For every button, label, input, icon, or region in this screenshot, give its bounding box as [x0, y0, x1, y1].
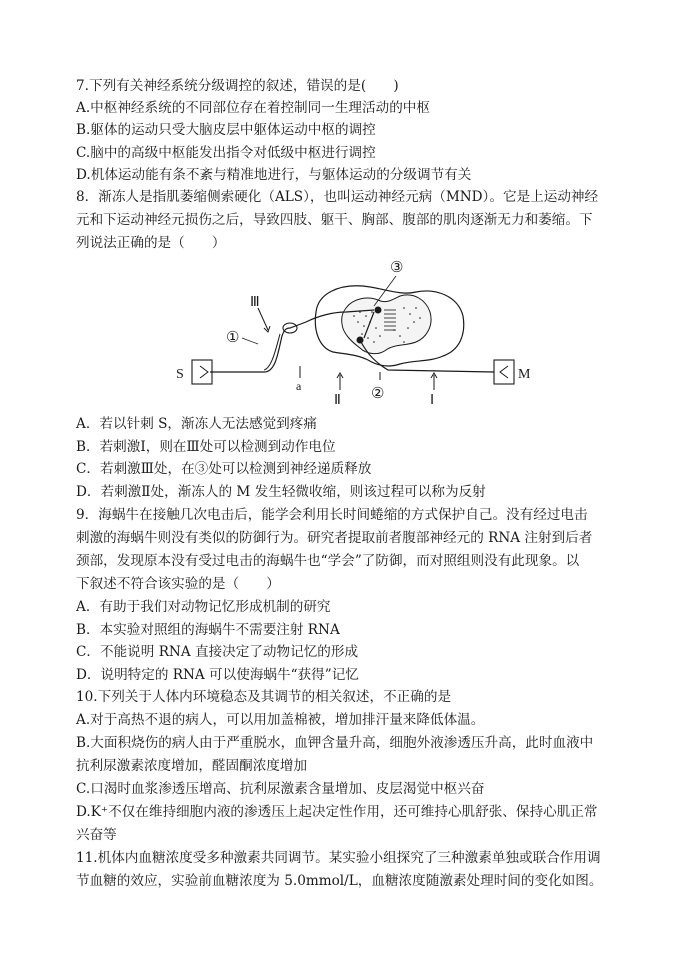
q9-stem-line-4: 下叙述不符合该实验的是（ ） [76, 576, 280, 592]
q10-stem: 10.下列关于人体内环境稳态及其调节的相关叙述，不正确的是 [76, 689, 452, 705]
stimulus-III-arrow [258, 308, 268, 330]
q10-option-a: A.对于高热不退的病人，可以用加盖棉被，增加排汗量来降低体温。 [76, 712, 485, 728]
effector-ending [500, 366, 508, 378]
label-III: Ⅲ [250, 295, 260, 310]
q7-option-d: D.机体运动能有条不紊与精准地进行，与躯体运动的分级调节有关 [76, 167, 472, 183]
q9-option-b: B．本实验对照组的海蜗牛不需要注射 RNA [76, 622, 340, 638]
q10-option-b-line-2: 抗利尿激素浓度增加，醛固酮浓度增加 [76, 758, 308, 774]
q8-option-b: B．若刺激Ⅰ，则在Ⅲ处可以检测到动作电位 [76, 439, 336, 455]
q11-stem-line-1: 11.机体内血糖浓度受多种激素共同调节。某实验小组探究了三种激素单独或联合作用调 [76, 850, 601, 866]
q10-option-d-line-2: 兴奋等 [76, 827, 117, 843]
sensory-nerve-inner [264, 334, 280, 370]
q9-option-a: A．有助于我们对动物记忆形成机制的研究 [76, 599, 331, 615]
q9-stem-line-2: 刺激的海蜗牛则没有类似的防御行为。研究者提取前者腹部神经元的 RNA 注射到后者 [76, 530, 593, 546]
label-2: ② [371, 386, 385, 402]
label-1: ① [226, 330, 240, 346]
q8-stem-line-1: 8．渐冻人是指肌萎缩侧索硬化（ALS），也叫运动神经元病（MND）。它是上运动神经 [76, 189, 599, 205]
q10-option-d-line-1: D.K⁺不仅在维持细胞内液的渗透压上起决定性作用，还可维持心肌舒张、保持心肌正常 [76, 804, 598, 820]
q9-option-c: C．不能说明 RNA 直接决定了动物记忆的形成 [76, 644, 359, 660]
q7-option-c: C.脑中的高级中枢能发出指令对低级中枢进行调控 [76, 145, 376, 161]
q10-option-c: C.口渴时血浆渗透压增高、抗利尿激素含量增加、皮层渴觉中枢兴奋 [76, 781, 485, 797]
q7-option-b: B.躯体的运动只受大脑皮层中躯体运动中枢的调控 [76, 122, 376, 138]
label-S: S [176, 367, 184, 382]
q11-stem-line-2: 节血糖的效应，实验前血糖浓度为 5.0mmol/L，血糖浓度随激素处理时间的变化如图。 [76, 873, 603, 889]
reflex-arc-diagram [168, 256, 531, 408]
q8-option-c: C．若刺激Ⅲ处，在③处可以检测到神经递质释放 [76, 461, 372, 477]
q9-stem-line-1: 9．海蜗牛在接触几次电击后，能学会利用长时间蜷缩的方式保护自己。没有经过电击 [76, 507, 588, 523]
q7-option-a: A.中枢神经系统的不同部位存在着控制同一生理活动的中枢 [76, 100, 430, 116]
label-a: a [296, 379, 302, 393]
q8-stem-line-2: 元和下运动神经元损伤之后，导致四肢、躯干、胸部、腹部的肌肉逐渐无力和萎缩。下 [76, 212, 593, 228]
grey-matter [342, 295, 431, 354]
q8-stem-line-3: 列说法正确的是（ ） [76, 235, 226, 251]
q8-option-d: D．若刺激Ⅱ处，渐冻人的 M 发生轻微收缩，则该过程可以称为反射 [76, 484, 486, 500]
q7-stem: 7.下列有关神经系统分级调控的叙述，错误的是( ) [76, 78, 399, 94]
receptor-box [192, 360, 212, 384]
label-1-leader [242, 338, 258, 344]
q9-option-d: D．说明特定的 RNA 可以使海蜗牛“获得”记忆 [76, 667, 359, 683]
effector-box [494, 360, 514, 384]
label-3: ③ [390, 260, 404, 276]
receptor-ending [200, 366, 208, 378]
label-II: Ⅱ [334, 393, 341, 408]
label-M: M [518, 367, 531, 382]
q10-option-b-line-1: B.大面积烧伤的病人由于严重脱水，血钾含量升高，细胞外液渗透压升高，此时血液中 [76, 735, 594, 751]
neuron-body-upper [375, 307, 382, 314]
q9-stem-line-3: 颈部，发现原本没有受过电击的海蜗牛也“学会”了防御，而对照组则没有此现象。以 [76, 553, 580, 569]
label-I: Ⅰ [430, 393, 435, 408]
q8-option-a: A．若以针刺 S，渐冻人无法感觉到疼痛 [76, 416, 317, 432]
